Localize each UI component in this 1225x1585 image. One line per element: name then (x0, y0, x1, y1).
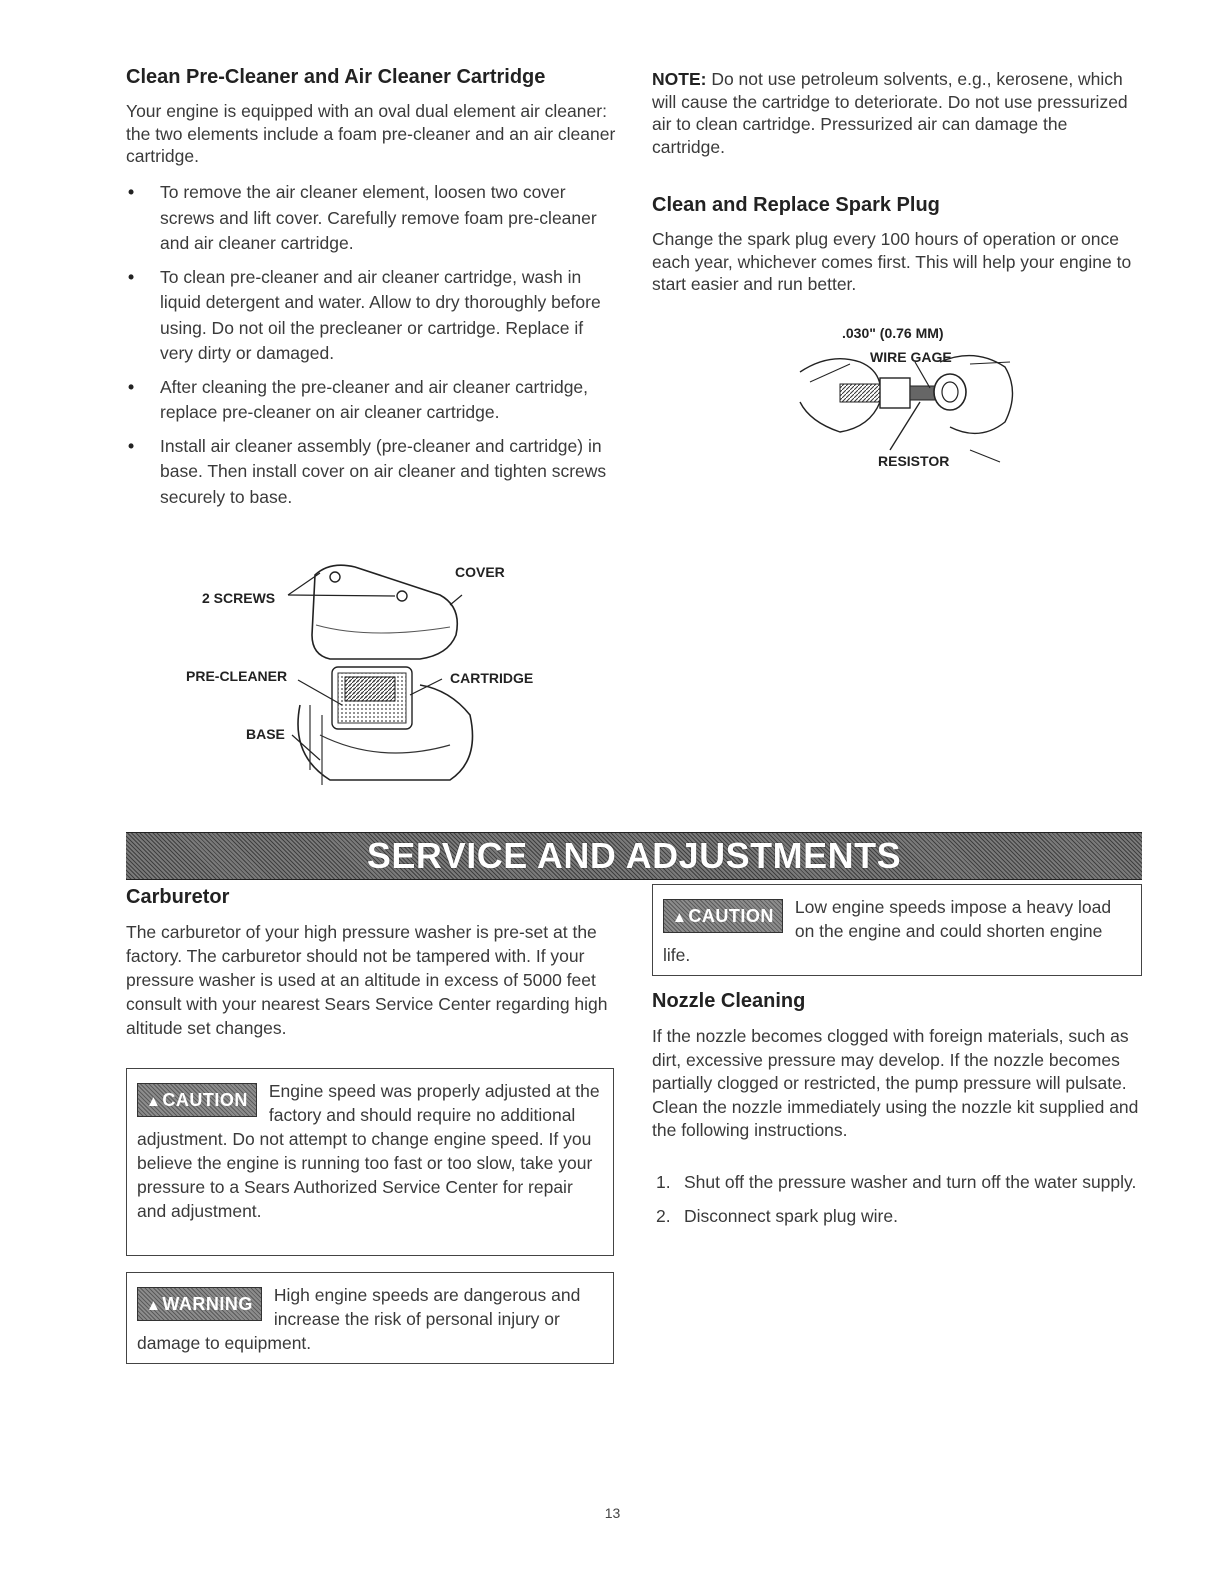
note-text: Do not use petroleum solvents, e.g., kerosene, which will cause the cartridge to deteriorate. Do not use pressurized air to clean cartridge. Pressurized air can damage the cartridge. (652, 69, 1128, 157)
list-item: • Install air cleaner assembly (pre-cleaner and cartridge) in base. Then install cover on air cleaner and tighten screws securely to base. (128, 435, 607, 507)
warning-badge: ▲WARNING (137, 1287, 262, 1321)
spark-plug-text: Change the spark plug every 100 hours of operation or once each year, whichever comes first. This will help your engine to start easier and run better. (652, 229, 1132, 294)
label-screws: 2 SCREWS (202, 590, 276, 606)
air-cleaner-steps (126, 180, 616, 518)
nozzle-text: If the nozzle becomes clogged with foreign materials, such as dirt, excessive pressure may develop. If the nozzle becomes partially clogged or restricted, the pump pressure will pulsate. Clean the nozzle immediately using the nozzle kit supplied and the following instructions. (652, 1026, 1139, 1140)
bullet-icon: • (128, 266, 135, 287)
note-paragraph (652, 68, 1142, 158)
label-base: BASE (246, 726, 285, 742)
caution-badge: ▲CAUTION (663, 899, 783, 933)
spark-plug-diagram (790, 322, 1030, 472)
spark-plug-heading: Clean and Replace Spark Plug (652, 194, 940, 216)
carburetor-text: The carburetor of your high pressure washer is pre-set at the factory. The carburetor should not be tampered with. If your pressure washer is used at an altitude in excess of 5000 feet consult with your nearest Sears Service Center regarding high altitude set changes. (126, 922, 608, 1038)
list-item: 1. Shut off the pressure washer and turn off the water supply. (656, 1172, 1137, 1192)
warning-text: High engine speeds are dangerous and increase the risk of personal injury or damage to equipment. (137, 1285, 581, 1353)
list-item: 2. Disconnect spark plug wire. (656, 1206, 898, 1226)
air-cleaner-diagram (180, 555, 580, 795)
carburetor-heading: Carburetor (126, 886, 230, 908)
warning-triangle-icon: ▲ (146, 1297, 162, 1314)
label-cartridge: CARTRIDGE (450, 670, 534, 686)
label-precleaner: PRE-CLEANER (186, 668, 288, 684)
caution-low-speed (652, 884, 1142, 976)
warning-high-speed (126, 1272, 614, 1364)
warning-triangle-icon: ▲ (146, 1093, 162, 1110)
screw-icon (330, 572, 340, 582)
label-wire-gage: WIRE GAGE (870, 349, 952, 365)
label-gap: .030" (0.76 MM) (842, 325, 944, 341)
note-label: NOTE: (652, 69, 707, 89)
banner-title: SERVICE AND ADJUSTMENTS (366, 835, 902, 876)
nozzle-heading: Nozzle Cleaning (652, 990, 806, 1012)
label-cover: COVER (455, 564, 505, 580)
air-cleaner-intro: Your engine is equipped with an oval dual element air cleaner: the two elements include a foam pre-cleaner and an air cleaner cartridge. (126, 101, 616, 166)
warning-triangle-icon: ▲ (672, 909, 688, 926)
nozzle-steps (652, 1170, 1142, 1238)
caution-low-text: Low engine speeds impose a heavy load on the engine and could shorten engine life. (663, 897, 1112, 965)
page-number: 13 (604, 1505, 621, 1521)
caution-badge: ▲CAUTION (137, 1083, 257, 1117)
section-banner (126, 832, 1142, 880)
label-resistor: RESISTOR (878, 453, 950, 469)
bullet-icon: • (128, 182, 135, 202)
list-item: • To remove the air cleaner element, loosen two cover screws and lift cover. Carefully remove foam pre-cleaner and air cleaner cartridge. (128, 182, 597, 253)
list-item: • To clean pre-cleaner and air cleaner cartridge, wash in liquid detergent and water. Allow to dry thoroughly before using. Do not oil the precleaner or cartridge. Replace if very dirty or damaged. (128, 266, 601, 363)
bullet-icon: • (128, 435, 135, 456)
list-item: • After cleaning the pre-cleaner and air cleaner cartridge, replace pre-cleaner on air cleaner cartridge. (128, 376, 589, 422)
air-cleaner-heading: Clean Pre-Cleaner and Air Cleaner Cartridge (126, 66, 546, 88)
bullet-icon: • (128, 376, 135, 397)
screw-icon (397, 591, 407, 601)
caution-engine-speed (126, 1068, 614, 1256)
caution-text: Engine speed was properly adjusted at the factory and should require no additional adjustment. Do not attempt to change engine speed. If you believe the engine is running too fast or too slow, take your pressure to a Sears Authorized Service Center for repair and adjustment. (137, 1081, 600, 1221)
